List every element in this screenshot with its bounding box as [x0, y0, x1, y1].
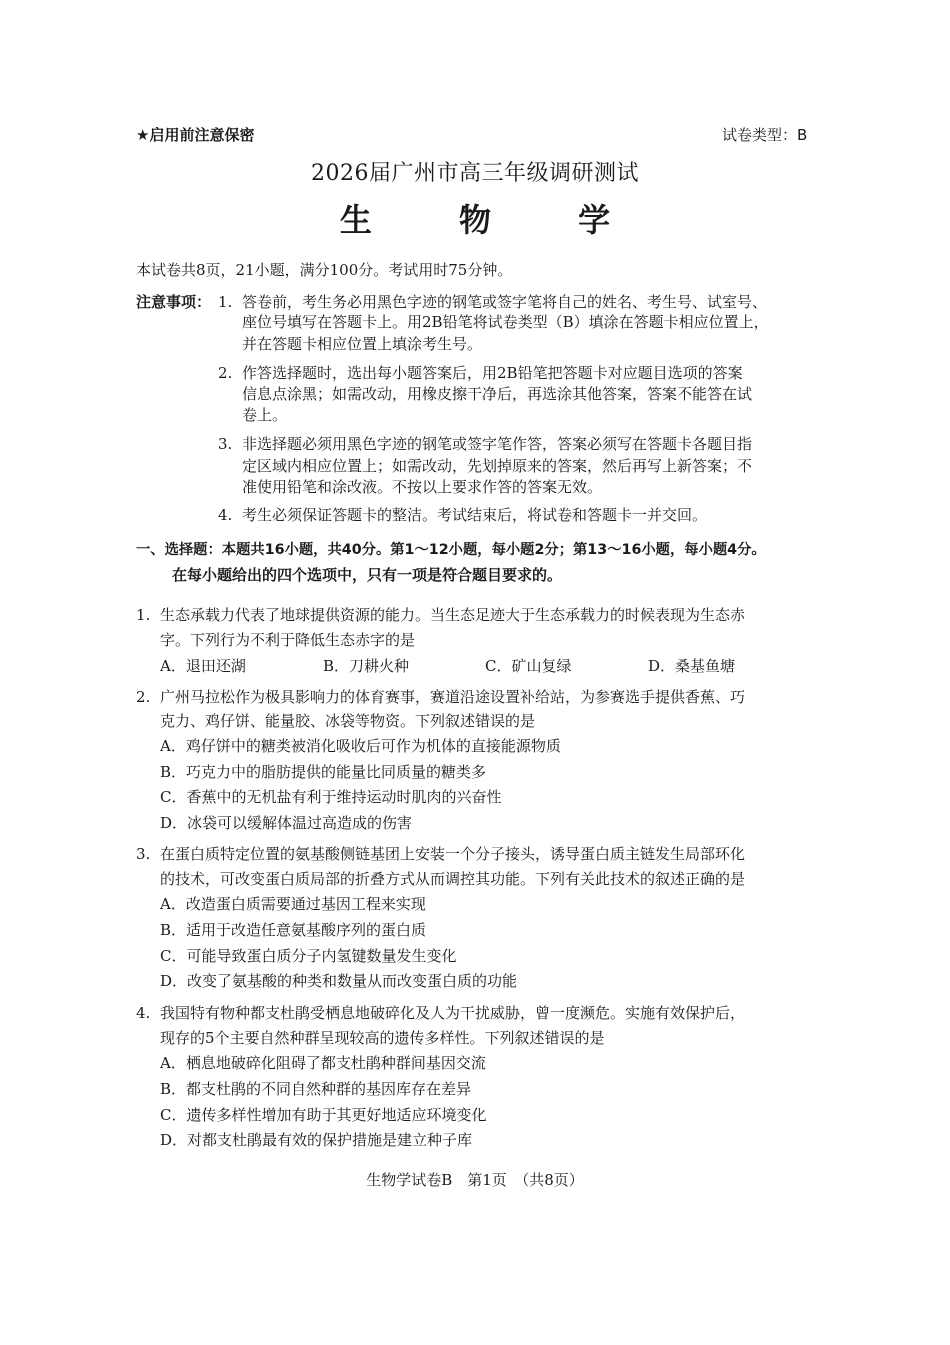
question-1-option-b: B．刀耕火种 — [323, 657, 410, 675]
notice-item-4-line: 考生必须保证答题卡的整洁。考试结束后，将试卷和答题卡一并交回。 — [242, 506, 708, 524]
page-footer: 生物学试卷B 第1页 （共8页） — [366, 1171, 584, 1189]
exam-summary: 本试卷共8页，21小题，满分100分。考试用时75分钟。 — [136, 261, 513, 279]
section-heading: 一、选择题：本题共16小题，共40分。第1～12小题，每小题2分；第13～16小题，每小题4分。 — [136, 542, 766, 558]
question-3-stem: 在蛋白质特定位置的氨基酸侧链基团上安装一个分子接头，诱导蛋白质主链发生局部环化 — [160, 845, 746, 863]
question-3-option-a: A．改造蛋白质需要通过基因工程来实现 — [160, 895, 426, 913]
question-4-option-a: A．栖息地破碎化阻碍了都支杜鹃种群间基因交流 — [160, 1054, 486, 1072]
question-4-num: 4. — [136, 1004, 151, 1022]
confidential-mark: ★启用前注意保密 — [136, 126, 255, 144]
notice-item-1-num: 1. — [218, 293, 233, 311]
question-3-stem: 的技术，可改变蛋白质局部的折叠方式从而调控其功能。下列有关此技术的叙述正确的是 — [160, 870, 746, 888]
section-instruction: 在每小题给出的四个选项中，只有一项是符合题目要求的。 — [172, 566, 563, 584]
question-2-option-b: B．巧克力中的脂肪提供的能量比同质量的糖类多 — [160, 763, 487, 781]
notice-label: 注意事项： — [136, 293, 212, 311]
notice-item-2-line: 作答选择题时，选出每小题答案后，用2B铅笔把答题卡对应题目选项的答案 — [242, 364, 743, 382]
question-1-option-a: A．退田还湖 — [160, 657, 246, 675]
question-2-option-d: D．冰袋可以缓解体温过高造成的伤害 — [160, 814, 413, 832]
notice-item-2-num: 2. — [218, 364, 233, 382]
question-3-option-b: B．适用于改造任意氨基酸序列的蛋白质 — [160, 921, 427, 939]
question-1-stem: 生态承载力代表了地球提供资源的能力。当生态足迹大于生态承载力的时候表现为生态赤 — [160, 606, 746, 624]
question-2-option-a: A．鸡仔饼中的糖类被消化吸收后可作为机体的直接能源物质 — [160, 737, 561, 755]
notice-item-2-line: 信息点涂黑；如需改动，用橡皮擦干净后，再选涂其他答案，答案不能答在试 — [242, 385, 753, 403]
question-4-option-b: B．都支杜鹃的不同自然种群的基因库存在差异 — [160, 1080, 472, 1098]
question-2-stem: 克力、鸡仔饼、能量胶、冰袋等物资。下列叙述错误的是 — [160, 712, 536, 730]
question-4-option-d: D．对都支杜鹃最有效的保护措施是建立种子库 — [160, 1131, 473, 1149]
question-1-option-d: D．桑基鱼塘 — [648, 657, 736, 675]
exam-title: 2026届广州市高三年级调研测试 — [311, 161, 639, 186]
notice-item-4-num: 4. — [218, 506, 233, 524]
question-3-option-c: C．可能导致蛋白质分子内氢键数量发生变化 — [160, 947, 457, 965]
question-2-option-c: C．香蕉中的无机盐有利于维持运动时肌肉的兴奋性 — [160, 788, 502, 806]
subject-title: 生 物 学 — [339, 201, 649, 239]
question-1-option-c: C．矿山复绿 — [485, 657, 572, 675]
question-4-stem: 现存的5个主要自然种群呈现较高的遗传多样性。下列叙述错误的是 — [160, 1029, 605, 1047]
question-1-num: 1. — [136, 606, 151, 624]
question-4-option-c: C．遗传多样性增加有助于其更好地适应环境变化 — [160, 1106, 487, 1124]
notice-item-3-line: 非选择题必须用黑色字迹的钢笔或签字笔作答，答案必须写在答题卡各题目指 — [242, 435, 753, 453]
paper-type: 试卷类型：B — [722, 126, 808, 144]
notice-item-1-line: 并在答题卡相应位置上填涂考生号。 — [242, 335, 483, 353]
question-4-stem: 我国特有物种都支杜鹃受栖息地破碎化及人为干扰威胁，曾一度濒危。实施有效保护后， — [160, 1004, 746, 1022]
notice-item-3-num: 3. — [218, 435, 233, 453]
notice-item-3-line: 准使用铅笔和涂改液。不按以上要求作答的答案无效。 — [242, 478, 603, 496]
notice-item-3-line: 定区域内相应位置上；如需改动，先划掉原来的答案，然后再写上新答案；不 — [242, 457, 753, 475]
question-1-stem: 字。下列行为不利于降低生态赤字的是 — [160, 631, 416, 649]
question-3-num: 3. — [136, 845, 151, 863]
notice-item-1-line: 座位号填写在答题卡上。用2B铅笔将试卷类型（B）填涂在答题卡相应位置上， — [242, 313, 769, 331]
question-2-stem: 广州马拉松作为极具影响力的体育赛事，赛道沿途设置补给站，为参赛选手提供香蕉、巧 — [160, 688, 746, 706]
question-3-option-d: D．改变了氨基酸的种类和数量从而改变蛋白质的功能 — [160, 972, 518, 990]
question-2-num: 2. — [136, 688, 151, 706]
notice-item-1-line: 答卷前，考生务必用黑色字迹的钢笔或签字笔将自己的姓名、考生号、试室号、 — [242, 293, 768, 311]
notice-item-2-line: 卷上。 — [242, 406, 288, 424]
